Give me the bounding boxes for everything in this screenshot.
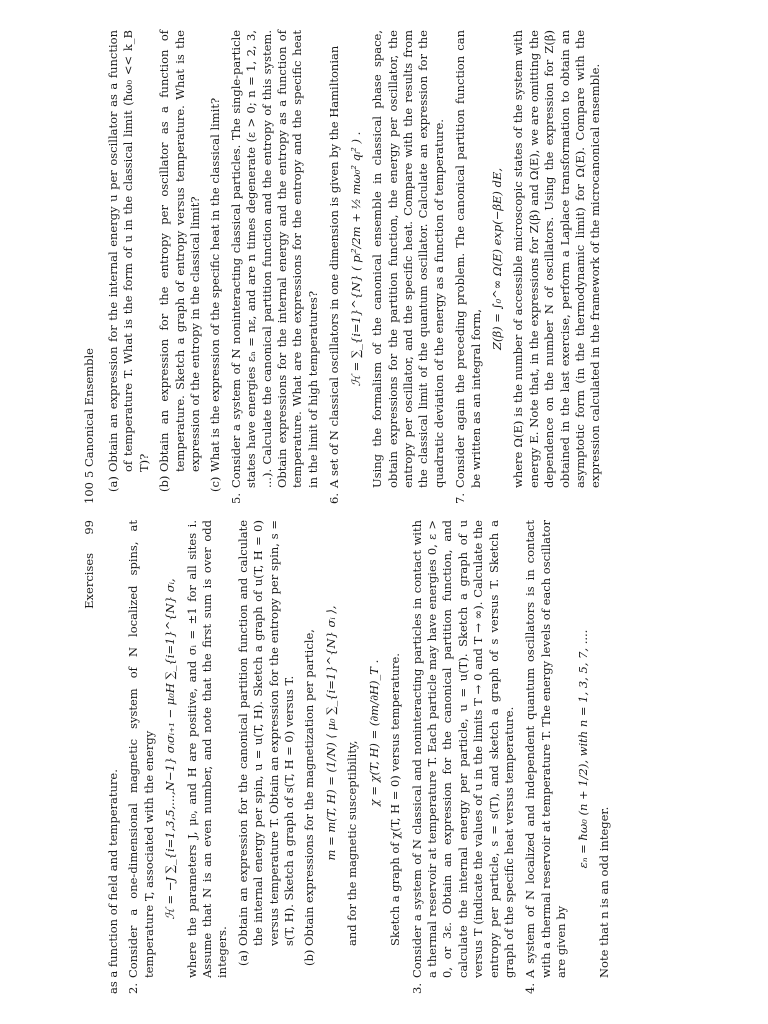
part-a (106, 30, 152, 492)
part-label: (b) (157, 475, 172, 492)
exercise-text: A set of N classical oscillators in one dimension is given by the Hamiltonian (327, 45, 342, 488)
exercise-text: A system of N localized and independent quantum oscillators is in contact with a thermal reservoir at temperature T. The energy levels of each oscillator are given by (523, 520, 569, 978)
page-100 (82, 30, 682, 504)
part-label: (c) (208, 476, 223, 492)
exercise-text: Consider again the preceding problem. The canonical partition function can be written as an integral form, (453, 30, 483, 488)
running-head-title: Exercises (82, 552, 96, 609)
part-b (157, 30, 203, 492)
equation: ℋ = ∑_{i=1}^{N} ( pᵢ²/2m + ½ mω₀² qᵢ² ) . (348, 131, 363, 387)
running-head-99 (82, 520, 98, 994)
part-c (208, 30, 223, 492)
part-text: Sketch a graph of χ(T, H = 0) versus temperature. (388, 653, 403, 946)
part-text: Obtain an expression for the canonical partition function and calculate the internal energy per spin, u = u(T, H). Sketch a graph of u(T, H = 0) versus temperature T. Obtain an expression for the entropy per spin, s = s(T, H). Sketch a graph of s(T, H = 0) versus T. (235, 520, 297, 946)
part-text: Obtain an expression for the entropy per oscillator as a function of temperature. Sketch a graph of entropy versus temperature. What is the expression of the entropy in the classical limit? (157, 30, 203, 472)
continuation-text: as a function of field and temperature. (106, 769, 120, 994)
part-b (302, 520, 403, 966)
exercise-text: Consider a system of N classical and noninteracting particles in contact with a thermal reservoir at temperature T. Each particle may have energies 0, ε > 0, or 3ε. Obtain an expression for the canonical partition function, and calculate the internal energy per particle, u = u(T). Sketch a graph of u versus T (indicate the values of u in the limits T → 0 and T → ∞). Calculate the entropy per particle, s = s(T), and sketch a graph of s versus T. Sketch a graph of the specific heat versus temperature. (409, 520, 516, 978)
page-number: 100 (82, 482, 96, 504)
page-99 (82, 520, 682, 994)
exercise-text: Using the formalism of the canonical ensemble in classical phase space, obtain expressions for the partition function, the energy per oscillator, the entropy per oscillator, and the specific heat. Compare with the results from the classical limit of the quantum oscillator. Calculate an expression for the quadratic deviation of the energy as a function of temperature. (370, 30, 446, 488)
exercise-text: where the parameters J, μ₀, and H are positive, and σᵢ = ±1 for all sites i. Assume that N is an even number, and note that the first sum is over odd integers. (184, 520, 230, 978)
equation: m = m(T, H) = (1/N) ⟨ μ₀ ∑_{i=1}^{N} σᵢ ⟩, (323, 605, 338, 861)
exercise-number: 2. (126, 983, 141, 994)
exercise-number: 5. (228, 493, 243, 504)
equation: Z(β) = ∫₀^∞ Ω(E) exp(−βE) dE, (489, 168, 504, 350)
exercise-number: 6. (327, 493, 342, 504)
equation: χ = χ(T, H) = (∂m/∂H)_T . (366, 659, 381, 807)
part-label: (b) (302, 949, 317, 966)
chapter-title: 5 Canonical Ensemble (82, 348, 96, 478)
part-label: (a) (235, 950, 250, 966)
part-text: Obtain expressions for the magnetization per particle, (302, 629, 317, 946)
part-label: (a) (106, 476, 120, 492)
exercise-3 (410, 520, 518, 994)
exercise-text: Note that n is an odd integer. (596, 806, 611, 978)
running-head-100 (82, 30, 98, 504)
exercise-5 (229, 30, 321, 504)
page-number: 99 (82, 520, 96, 535)
equation: ℋ = −J ∑_{i=1,3,5,...,N−1} σᵢσᵢ₊₁ − μ₀H ∑_{i=1}^{N} σᵢ, (163, 578, 178, 920)
exercise-text: Consider a one-dimensional magnetic system of N localized spins, at temperature T, associated with the energy (126, 520, 156, 978)
exercise-2 (126, 520, 403, 994)
exercise-4 (523, 520, 612, 994)
exercise-text: where Ω(E) is the number of accessible microscopic states of the system with energy E. Note that, in the expressions for Z(β) and Ω(E), we are omitting the dependence on the number N of oscillators. Using the expression for Z(β) obtained in the last exercise, perform a Laplace transformation to obtain an asymptotic form (in the thermodynamic limit) for Ω(E). Compare with the expression calculated in the framework of the microcanonical ensemble. (511, 30, 603, 488)
exercise-number: 3. (409, 983, 424, 994)
part-text: and for the magnetic susceptibility, (345, 740, 360, 946)
exercise-7 (453, 30, 604, 504)
exercise-number: 7. (453, 493, 468, 504)
part-a (236, 520, 298, 966)
part-text: Obtain an expression for the internal energy u per oscillator as a function of temperature T. What is the form of u in the classical limit (ħω₀ << k_B T)? (106, 30, 151, 472)
exercise-text: Consider a system of N noninteracting classical particles. The single-particle states have energies εₙ = nε, and are n times degenerate (ε > 0; n = 1, 2, 3, ...). Calculate the canonical partition function and the entropy of this system. Obtain expressions for the internal energy and the entropy as a function of temperature. What are the expressions for the entropy and the specific heat in the limit of high temperatures? (228, 30, 320, 488)
exercise-number: 4. (523, 983, 538, 994)
exercise-6 (327, 30, 447, 504)
equation: εₙ = ħω₀ (n + 1/2), with n = 1, 3, 5, 7, .... (575, 629, 590, 869)
part-text: What is the expression of the specific heat in the classical limit? (208, 97, 223, 472)
